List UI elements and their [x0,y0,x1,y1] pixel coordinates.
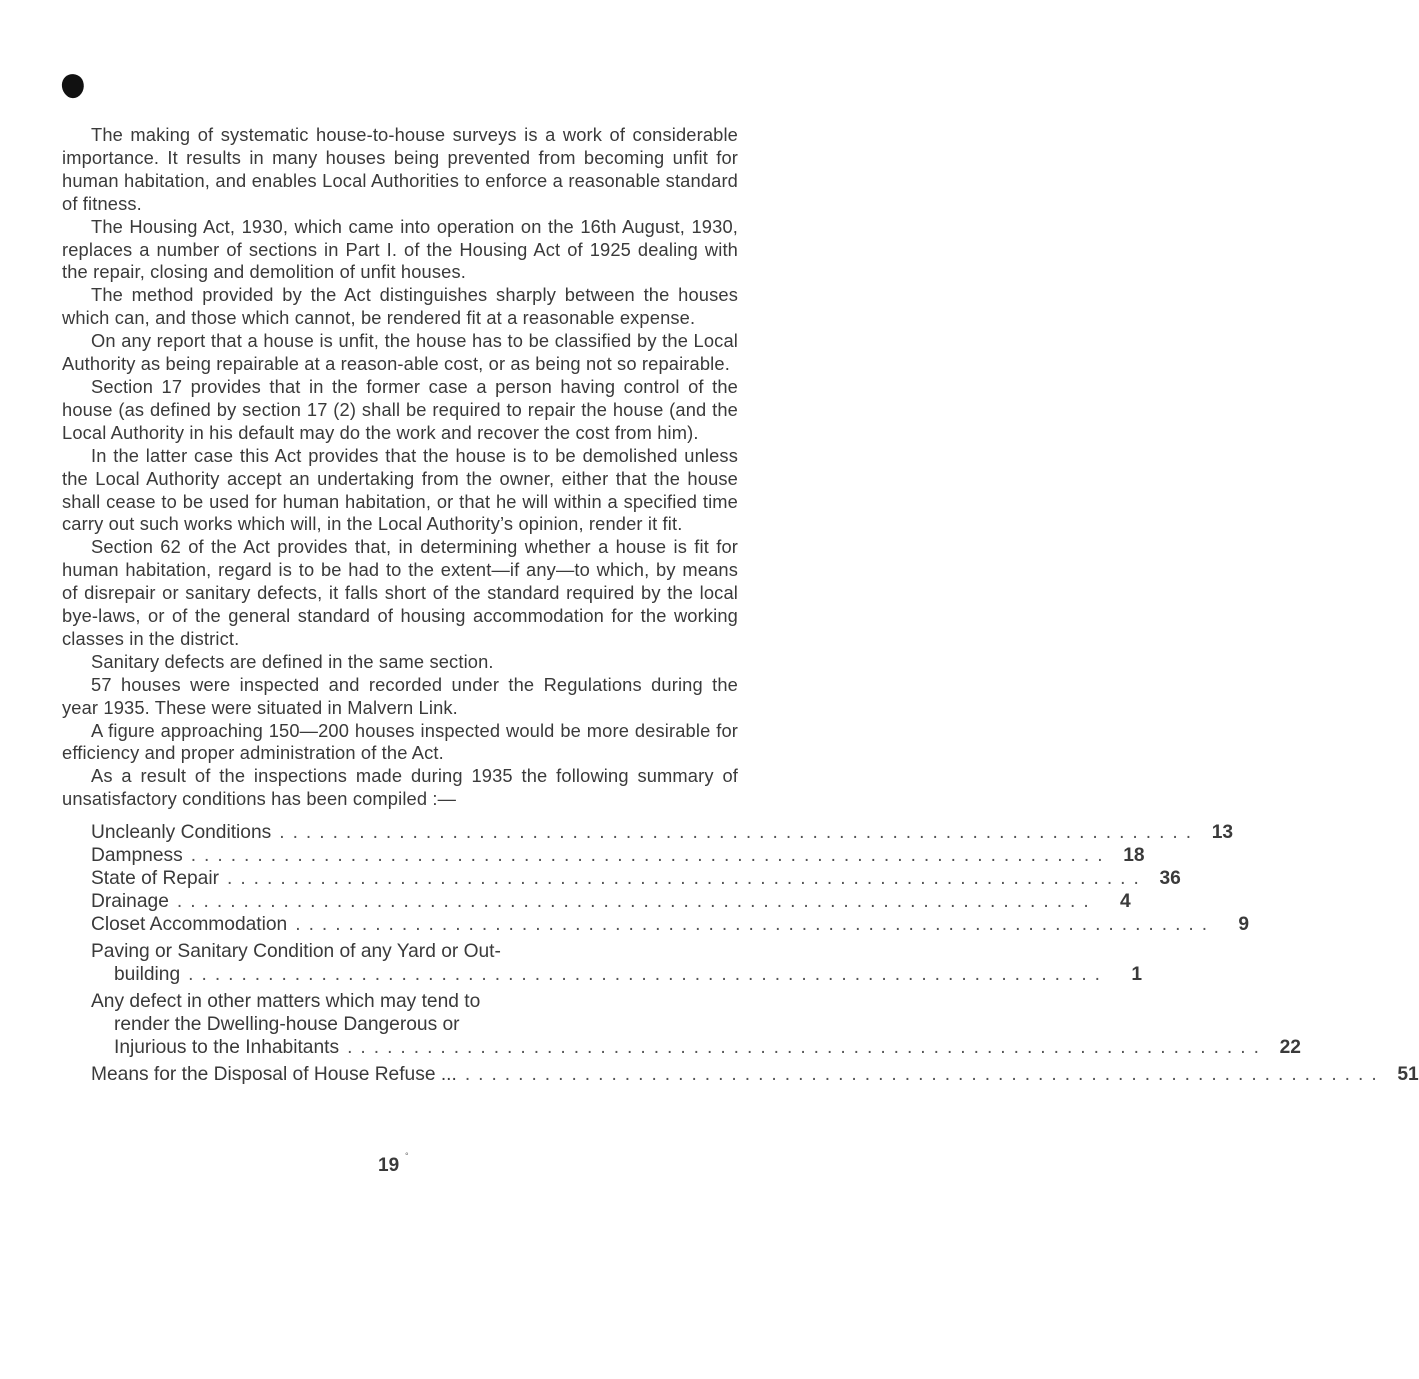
summary-row-any-defect [91,990,1301,1059]
summary-row [91,844,1145,867]
summary-value: 51 [1397,1064,1419,1085]
summary-row-paving [91,940,1142,986]
paragraph-section-62: Section 62 of the Act provides that, in determining whether a house is fit for human habitation, regard is to be had to the extent—if any—to which, by means of disrepair or sanitary defects, it falls short of the standard required by the local bye-laws, or of the general standard of housing accommodation for the working classes in the district. [62,536,738,649]
summary-label: Paving or Sanitary Condition of any Yard or Out- [91,941,501,962]
paragraph-sanitary-defects: Sanitary defects are defined in the same section. [91,650,494,672]
summary-value: 4 [1120,891,1131,912]
summary-label: Any defect in other matters which may tend to [91,991,481,1012]
summary-label: Injurious to the Inhabitants [114,1037,340,1058]
summary-row [91,963,1142,986]
summary-table [91,821,1419,1086]
ink-blot [59,71,87,101]
summary-label: render the Dwelling-house Dangerous or [114,1014,460,1035]
dot-leader: ..................................................................... [295,914,1216,935]
page-number: 19 [378,1155,400,1176]
paragraph-housing-act: The Housing Act, 1930, which came into operation on the 16th August, 1930, replaces a number of sections in Part I. of the Housing Act of 1925 dealing with the repair, closing and demolition of unfit houses. [62,215,738,283]
summary-row [91,1036,1301,1059]
summary-value: 9 [1238,914,1250,935]
paragraph-section-17: Section 17 provides that in the former case a person having control of the house (as defined by section 17 (2) shall be required to repair the house (and the Local Authority in his default may do the work and recover the cost from him). [62,375,738,443]
summary-value: 18 [1123,845,1145,866]
page-mark: ° [405,1151,409,1161]
dot-leader: ..................................................................... [190,845,1111,866]
summary-label: Dampness [91,845,183,866]
paragraph-surveys: The making of systematic house-to-house surveys is a work of considerable importance. It results in many houses being prevented from becoming unfit for human habitation, and enables Local Authorities to enforce a reasonable standard of fitness. [62,124,738,214]
summary-label: Closet Accommodation [91,914,288,935]
summary-label: building [114,964,181,985]
dot-leader: ..................................................................... [188,964,1108,985]
summary-value: 22 [1279,1037,1301,1058]
summary-value: 13 [1211,822,1234,843]
summary-row [91,913,1250,936]
paragraph-houses-inspected: 57 houses were inspected and recorded under the Regulations during the year 1935. These were situated in Malvern Link. [62,673,738,718]
dot-leader: ..................................................................... [347,1037,1267,1058]
dot-leader: ..................................................................... [176,891,1097,912]
summary-label: Drainage [91,891,169,912]
body-text [62,124,738,811]
summary-label: Means for the Disposal of House Refuse ... [91,1064,457,1085]
paragraph-method: The method provided by the Act distinguishes sharply between the houses which can, and those which cannot, be rendered fit at a reasonable expense. [62,284,738,329]
paragraph-figure: A figure approaching 150—200 houses inspected would be more desirable for efficiency and proper administration of the Act. [62,719,738,764]
summary-row [91,1063,1419,1086]
paragraph-summary-intro: As a result of the inspections made during 1935 the following summary of unsatisfactory conditions has been compiled :— [62,765,738,810]
summary-row [91,867,1181,890]
summary-value: 1 [1131,964,1142,985]
summary-label: State of Repair [91,868,219,889]
paragraph-report: On any report that a house is unfit, the house has to be classified by the Local Authority as being repairable at a reason-able cost, or as being not so repairable. [62,330,738,375]
dot-leader: ..................................................................... [464,1064,1385,1085]
dot-leader: ..................................................................... [227,868,1147,889]
dot-leader: ..................................................................... [279,822,1200,843]
summary-row [91,890,1131,913]
summary-row [91,821,1234,844]
paragraph-latter-case: In the latter case this Act provides that the house is to be demolished unless the Local Authority accept an undertaking from the owner, either that the house shall cease to be used for human habitation, or that he will within a specified time carry out such works which will, in the Local Authority’s opinion, render it fit. [62,444,738,535]
summary-label: Uncleanly Conditions [91,822,272,843]
summary-value: 36 [1159,868,1181,889]
